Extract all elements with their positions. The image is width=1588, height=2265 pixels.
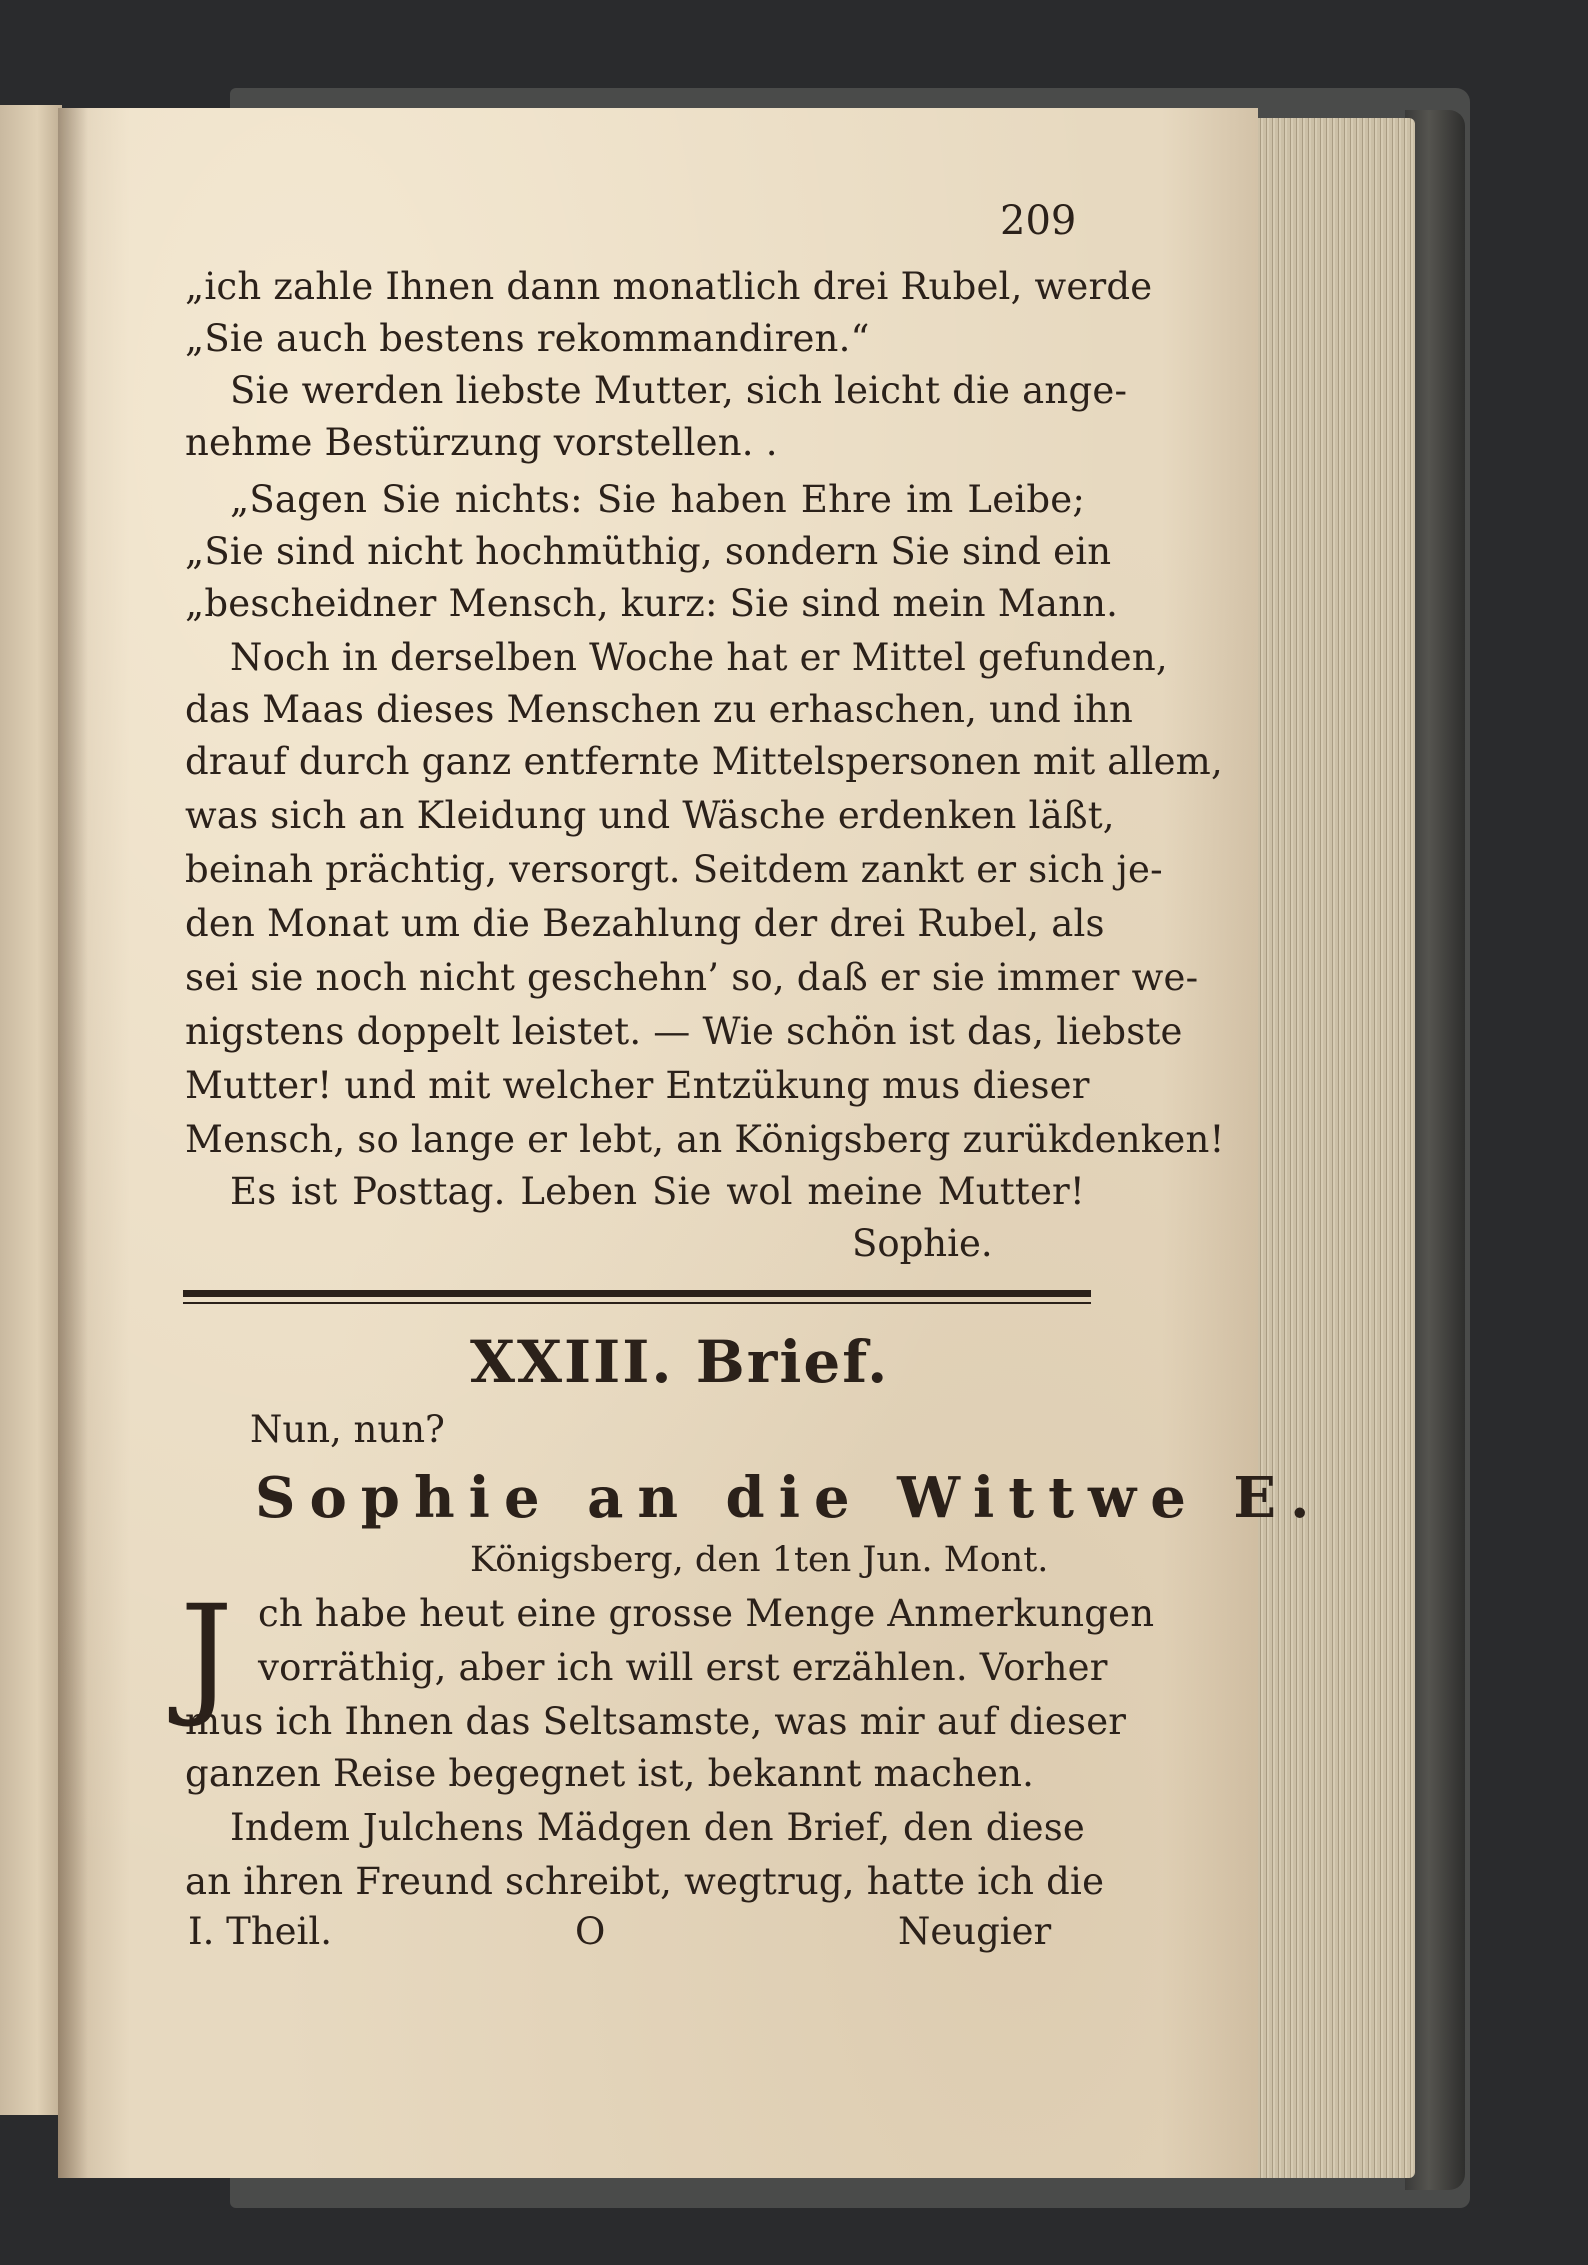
gutter-shadow bbox=[58, 108, 88, 2178]
text-line: Indem Julchens Mädgen den Brief, den diese bbox=[230, 1806, 1085, 1849]
signature-mark: O bbox=[575, 1910, 606, 1953]
section-rule-thin bbox=[183, 1302, 1091, 1304]
text-line: sei sie noch nicht geschehn’ so, daß er sie immer we- bbox=[185, 956, 1199, 999]
text-line: „ich zahle Ihnen dann monatlich drei Rubel, werde bbox=[185, 265, 1153, 308]
catchword: Neugier bbox=[898, 1910, 1052, 1953]
letter-address: Sophie an die Wittwe E. bbox=[255, 1465, 1324, 1531]
text-line: Noch in derselben Woche hat er Mittel gefunden, bbox=[230, 636, 1168, 679]
text-line: „Sie auch bestens rekommandiren.“ bbox=[185, 317, 870, 360]
text-line: drauf durch ganz entfernte Mittelspersonen mit allem, bbox=[185, 740, 1223, 783]
text-line: „Sie sind nicht hochmüthig, sondern Sie sind ein bbox=[185, 530, 1112, 573]
text-line: mus ich Ihnen das Seltsamste, was mir auf dieser bbox=[185, 1700, 1127, 1743]
page-edges bbox=[1245, 118, 1415, 2178]
letter-heading: XXIII. Brief. bbox=[470, 1328, 890, 1396]
text-line: nigstens doppelt leistet. — Wie schön ist das, liebste bbox=[185, 1010, 1183, 1053]
text-line: den Monat um die Bezahlung der drei Rubel, als bbox=[185, 902, 1105, 945]
facing-page-edge bbox=[0, 105, 62, 2115]
drop-cap: J bbox=[180, 1577, 233, 1731]
text-line: „bescheidner Mensch, kurz: Sie sind mein Mann. bbox=[185, 582, 1119, 625]
letter-dateline: Königsberg, den 1ten Jun. Mont. bbox=[470, 1540, 1049, 1580]
text-line: Es ist Posttag. Leben Sie wol meine Mutter! bbox=[230, 1170, 1085, 1213]
text-line: an ihren Freund schreibt, wegtrug, hatte ich die bbox=[185, 1860, 1105, 1903]
text-line: ch habe heut eine grosse Menge Anmerkungen bbox=[258, 1592, 1155, 1635]
page-number: 209 bbox=[1000, 198, 1077, 244]
text-line: das Maas dieses Menschen zu erhaschen, und ihn bbox=[185, 688, 1134, 731]
text-line: Sie werden liebste Mutter, sich leicht die ange- bbox=[230, 369, 1128, 412]
text-line: vorräthig, aber ich will erst erzählen. Vorher bbox=[258, 1646, 1108, 1689]
letter-signature: Sophie. bbox=[852, 1222, 993, 1265]
volume-mark: I. Theil. bbox=[188, 1910, 332, 1953]
text-line: „Sagen Sie nichts: Sie haben Ehre im Leibe; bbox=[230, 478, 1085, 521]
text-line: nehme Bestürzung vorstellen. . bbox=[185, 421, 778, 464]
text-line: Mutter! und mit welcher Entzükung mus dieser bbox=[185, 1064, 1090, 1107]
text-line: ganzen Reise begegnet ist, bekannt machen. bbox=[185, 1752, 1035, 1795]
letter-intro: Nun, nun? bbox=[250, 1408, 445, 1451]
text-line: Mensch, so lange er lebt, an Königsberg zurükdenken! bbox=[185, 1118, 1225, 1161]
text-line: was sich an Kleidung und Wäsche erdenken läßt, bbox=[185, 794, 1115, 837]
text-line: beinah prächtig, versorgt. Seitdem zankt er sich je- bbox=[185, 848, 1163, 891]
section-rule bbox=[183, 1290, 1091, 1297]
